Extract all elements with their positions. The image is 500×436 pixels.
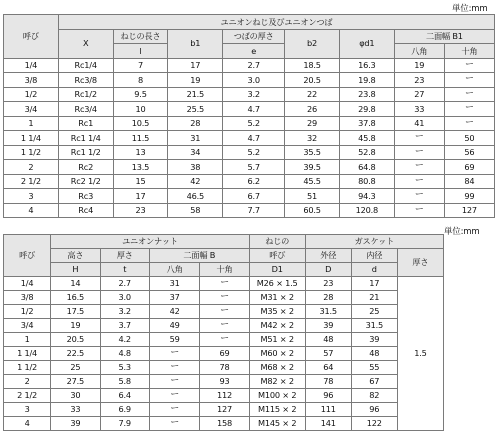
cell-width-decagon: 56	[444, 145, 494, 160]
cell-call: 3/8	[4, 73, 59, 88]
cell-outer-diameter: 111	[305, 403, 351, 417]
cell-thread-length: 23	[113, 203, 168, 218]
cell-x: Rc1 1/4	[58, 131, 113, 146]
table-row	[4, 87, 495, 102]
cell-width-decagon: ー	[200, 305, 249, 319]
cell-screw-name: M35 × 2	[249, 305, 305, 319]
cell-inner-diameter: 96	[351, 403, 397, 417]
cell-width-octagon: 59	[149, 333, 199, 347]
cell-height: 25	[51, 361, 100, 375]
cell-outer-diameter: 48	[305, 333, 351, 347]
cell-width-decagon: ー	[200, 277, 249, 291]
cell-inner-diameter: 25	[351, 305, 397, 319]
cell-d1: 19.8	[339, 73, 394, 88]
cell-b2: 26	[285, 102, 340, 117]
cell-x: Rc1	[58, 116, 113, 131]
cell-inner-diameter: 17	[351, 277, 397, 291]
cell-call: 1 1/2	[4, 145, 59, 160]
cell-width-octagon: ー	[149, 403, 199, 417]
cell-screw-name: M60 × 2	[249, 347, 305, 361]
cell-flange-thickness: 3.0	[223, 73, 285, 88]
cell-x: Rc2 1/2	[58, 174, 113, 189]
cell-width-decagon: 50	[444, 131, 494, 146]
cell-height: 16.5	[51, 291, 100, 305]
cell-width-octagon: 49	[149, 319, 199, 333]
unit-label-2: 単位:mm	[444, 227, 480, 237]
cell-screw-name: M26 × 1.5	[249, 277, 305, 291]
cell-width-decagon: ー	[444, 73, 494, 88]
cell-flange-thickness: 2.7	[223, 58, 285, 73]
cell-outer-diameter: 78	[305, 375, 351, 389]
union-screw-table	[3, 14, 495, 218]
header-width-across-flats: 二面幅 B1	[394, 29, 494, 44]
table-row	[4, 375, 444, 389]
cell-width-decagon: 127	[444, 203, 494, 218]
cell-thread-length: 15	[113, 174, 168, 189]
cell-thickness: 4.8	[100, 347, 149, 361]
cell-width-decagon: ー	[444, 116, 494, 131]
cell-thread-length: 8	[113, 73, 168, 88]
table-row	[4, 73, 495, 88]
cell-outer-diameter: 28	[305, 291, 351, 305]
header-flange-thickness-symbol: e	[223, 44, 285, 59]
cell-inner-diameter: 55	[351, 361, 397, 375]
cell-inner-diameter: 82	[351, 389, 397, 403]
cell-gasket-thickness: 1.5	[397, 277, 443, 431]
cell-width-octagon: 33	[394, 102, 444, 117]
cell-screw-name: M68 × 2	[249, 361, 305, 375]
cell-b2: 45.5	[285, 174, 340, 189]
cell-thickness: 3.2	[100, 305, 149, 319]
cell-x: Rc2	[58, 160, 113, 175]
cell-width-decagon: ー	[444, 102, 494, 117]
cell-height: 33	[51, 403, 100, 417]
cell-width-decagon: ー	[200, 333, 249, 347]
cell-d1: 80.8	[339, 174, 394, 189]
cell-width-decagon: 78	[200, 361, 249, 375]
cell-call: 3/4	[4, 319, 51, 333]
cell-width-octagon: 19	[394, 58, 444, 73]
cell-b2: 20.5	[285, 73, 340, 88]
cell-width-octagon: 41	[394, 116, 444, 131]
header-octagon: 八角	[394, 44, 444, 59]
cell-width-octagon: ー	[149, 361, 199, 375]
cell-height: 39	[51, 417, 100, 431]
cell-width-decagon: 69	[200, 347, 249, 361]
cell-width-octagon: ー	[149, 417, 199, 431]
cell-d1: 23.8	[339, 87, 394, 102]
cell-b1: 19	[168, 73, 223, 88]
cell-thread-length: 10.5	[113, 116, 168, 131]
cell-width-octagon: ー	[394, 145, 444, 160]
header-decagon: 十角	[200, 263, 249, 277]
cell-width-decagon: ー	[444, 58, 494, 73]
cell-flange-thickness: 6.2	[223, 174, 285, 189]
cell-thickness: 5.8	[100, 375, 149, 389]
header-gasket-thickness: 厚さ	[397, 249, 443, 277]
cell-thickness: 6.9	[100, 403, 149, 417]
cell-flange-thickness: 5.7	[223, 160, 285, 175]
table-row	[4, 361, 444, 375]
cell-b1: 25.5	[168, 102, 223, 117]
cell-b1: 34	[168, 145, 223, 160]
cell-outer-diameter: 57	[305, 347, 351, 361]
cell-flange-thickness: 4.7	[223, 131, 285, 146]
cell-thread-length: 7	[113, 58, 168, 73]
cell-screw-name: M51 × 2	[249, 333, 305, 347]
cell-b2: 51	[285, 189, 340, 204]
cell-b2: 29	[285, 116, 340, 131]
header-inner-diameter-symbol: d	[351, 263, 397, 277]
cell-flange-thickness: 5.2	[223, 116, 285, 131]
header-d1: φd1	[339, 29, 394, 58]
cell-width-octagon: ー	[394, 189, 444, 204]
cell-call: 1	[4, 116, 59, 131]
cell-width-octagon: ー	[394, 203, 444, 218]
cell-d1: 45.8	[339, 131, 394, 146]
cell-d1: 37.8	[339, 116, 394, 131]
header-screw-name-1: ねじの	[249, 235, 305, 249]
cell-call: 2 1/2	[4, 389, 51, 403]
header-decagon: 十角	[444, 44, 494, 59]
cell-b2: 39.5	[285, 160, 340, 175]
table-row	[4, 131, 495, 146]
cell-flange-thickness: 7.7	[223, 203, 285, 218]
header-b1: b1	[168, 29, 223, 58]
cell-call: 2	[4, 375, 51, 389]
table-row	[4, 291, 444, 305]
header-inner-diameter: 内径	[351, 249, 397, 263]
cell-width-decagon: 69	[444, 160, 494, 175]
cell-inner-diameter: 21	[351, 291, 397, 305]
header-b2: b2	[285, 29, 340, 58]
cell-b2: 32	[285, 131, 340, 146]
cell-b1: 42	[168, 174, 223, 189]
table-row	[4, 403, 444, 417]
header-call: 呼び	[4, 235, 51, 277]
cell-d1: 29.8	[339, 102, 394, 117]
cell-d1: 52.8	[339, 145, 394, 160]
cell-x: Rc3	[58, 189, 113, 204]
cell-x: Rc1/2	[58, 87, 113, 102]
cell-screw-name: M82 × 2	[249, 375, 305, 389]
cell-width-octagon: ー	[149, 375, 199, 389]
cell-call: 1 1/4	[4, 347, 51, 361]
cell-outer-diameter: 64	[305, 361, 351, 375]
cell-width-decagon: ー	[200, 291, 249, 305]
header-outer-diameter: 外径	[305, 249, 351, 263]
cell-screw-name: M31 × 2	[249, 291, 305, 305]
cell-b2: 22	[285, 87, 340, 102]
header-screw-name-2: 呼び	[249, 249, 305, 263]
cell-height: 19	[51, 319, 100, 333]
table-row	[4, 417, 444, 431]
table-row	[4, 189, 495, 204]
table-row	[4, 305, 444, 319]
cell-d1: 16.3	[339, 58, 394, 73]
cell-call: 2	[4, 160, 59, 175]
header-width-across-flats: 二面幅 B	[149, 249, 249, 263]
cell-width-decagon: 84	[444, 174, 494, 189]
cell-call: 4	[4, 203, 59, 218]
cell-outer-diameter: 96	[305, 389, 351, 403]
unit-label-1: 単位:mm	[452, 4, 488, 14]
cell-width-decagon: 158	[200, 417, 249, 431]
cell-width-octagon: 42	[149, 305, 199, 319]
cell-inner-diameter: 122	[351, 417, 397, 431]
cell-width-octagon: ー	[149, 347, 199, 361]
header-thickness: 厚さ	[100, 249, 149, 263]
cell-width-octagon: 27	[394, 87, 444, 102]
cell-thread-length: 17	[113, 189, 168, 204]
cell-inner-diameter: 67	[351, 375, 397, 389]
cell-d1: 120.8	[339, 203, 394, 218]
table-row	[4, 319, 444, 333]
cell-width-octagon: ー	[394, 131, 444, 146]
cell-thickness: 2.7	[100, 277, 149, 291]
cell-b1: 28	[168, 116, 223, 131]
cell-thickness: 5.3	[100, 361, 149, 375]
table-row	[4, 145, 495, 160]
cell-width-decagon: ー	[200, 319, 249, 333]
table-row	[4, 174, 495, 189]
cell-d1: 94.3	[339, 189, 394, 204]
cell-thread-length: 13	[113, 145, 168, 160]
cell-screw-name: M115 × 2	[249, 403, 305, 417]
header-x: X	[58, 29, 113, 58]
cell-width-decagon: 99	[444, 189, 494, 204]
cell-outer-diameter: 23	[305, 277, 351, 291]
cell-call: 3	[4, 403, 51, 417]
cell-call: 1/4	[4, 58, 59, 73]
cell-b1: 31	[168, 131, 223, 146]
cell-b1: 17	[168, 58, 223, 73]
cell-b2: 35.5	[285, 145, 340, 160]
cell-call: 3/4	[4, 102, 59, 117]
table-row	[4, 116, 495, 131]
header-height-symbol: H	[51, 263, 100, 277]
cell-call: 1/4	[4, 277, 51, 291]
cell-x: Rc1/4	[58, 58, 113, 73]
cell-x: Rc1 1/2	[58, 145, 113, 160]
table-row	[4, 333, 444, 347]
header-flange-thickness: つばの厚さ	[223, 29, 285, 44]
table-row	[4, 347, 444, 361]
cell-call: 3/8	[4, 291, 51, 305]
header-thread-length-symbol: l	[113, 44, 168, 59]
table-row	[4, 389, 444, 403]
table-row	[4, 58, 495, 73]
cell-thread-length: 10	[113, 102, 168, 117]
cell-width-octagon: ー	[394, 174, 444, 189]
cell-width-octagon: 31	[149, 277, 199, 291]
cell-flange-thickness: 3.2	[223, 87, 285, 102]
cell-call: 3	[4, 189, 59, 204]
cell-d1: 64.8	[339, 160, 394, 175]
cell-x: Rc4	[58, 203, 113, 218]
cell-thread-length: 9.5	[113, 87, 168, 102]
table-row	[4, 102, 495, 117]
union-nut-gasket-table	[3, 234, 444, 431]
header-call: 呼び	[4, 15, 59, 59]
cell-width-octagon: ー	[149, 389, 199, 403]
cell-b2: 60.5	[285, 203, 340, 218]
cell-b1: 38	[168, 160, 223, 175]
header-union-screw-flange: ユニオンねじ及びユニオンつば	[58, 15, 494, 30]
cell-call: 1 1/2	[4, 361, 51, 375]
cell-b2: 18.5	[285, 58, 340, 73]
cell-call: 1 1/4	[4, 131, 59, 146]
cell-inner-diameter: 39	[351, 333, 397, 347]
cell-call: 4	[4, 417, 51, 431]
cell-outer-diameter: 39	[305, 319, 351, 333]
cell-b1: 21.5	[168, 87, 223, 102]
cell-thread-length: 13.5	[113, 160, 168, 175]
cell-outer-diameter: 141	[305, 417, 351, 431]
cell-b1: 58	[168, 203, 223, 218]
cell-call: 1/2	[4, 305, 51, 319]
cell-height: 30	[51, 389, 100, 403]
cell-inner-diameter: 48	[351, 347, 397, 361]
cell-screw-name: M145 × 2	[249, 417, 305, 431]
header-thread-length: ねじの長さ	[113, 29, 168, 44]
cell-thread-length: 11.5	[113, 131, 168, 146]
cell-thickness: 6.4	[100, 389, 149, 403]
header-height: 高さ	[51, 249, 100, 263]
cell-height: 17.5	[51, 305, 100, 319]
cell-thickness: 4.2	[100, 333, 149, 347]
header-gasket: ガスケット	[305, 235, 443, 249]
cell-flange-thickness: 5.2	[223, 145, 285, 160]
cell-x: Rc3/4	[58, 102, 113, 117]
cell-screw-name: M42 × 2	[249, 319, 305, 333]
cell-x: Rc3/8	[58, 73, 113, 88]
header-union-nut: ユニオンナット	[51, 235, 250, 249]
cell-height: 27.5	[51, 375, 100, 389]
cell-flange-thickness: 6.7	[223, 189, 285, 204]
cell-width-decagon: 127	[200, 403, 249, 417]
cell-flange-thickness: 4.7	[223, 102, 285, 117]
cell-width-decagon: 112	[200, 389, 249, 403]
cell-outer-diameter: 31.5	[305, 305, 351, 319]
header-octagon: 八角	[149, 263, 199, 277]
cell-call: 2 1/2	[4, 174, 59, 189]
cell-width-octagon: ー	[394, 160, 444, 175]
cell-call: 1/2	[4, 87, 59, 102]
table-row	[4, 160, 495, 175]
cell-thickness: 7.9	[100, 417, 149, 431]
cell-height: 20.5	[51, 333, 100, 347]
cell-height: 14	[51, 277, 100, 291]
cell-width-decagon: ー	[444, 87, 494, 102]
cell-call: 1	[4, 333, 51, 347]
cell-height: 22.5	[51, 347, 100, 361]
cell-width-decagon: 93	[200, 375, 249, 389]
table-row	[4, 203, 495, 218]
cell-screw-name: M100 × 2	[249, 389, 305, 403]
cell-width-octagon: 37	[149, 291, 199, 305]
header-screw-name-3: D1	[249, 263, 305, 277]
cell-inner-diameter: 31.5	[351, 319, 397, 333]
cell-thickness: 3.7	[100, 319, 149, 333]
cell-width-octagon: 23	[394, 73, 444, 88]
header-outer-diameter-symbol: D	[305, 263, 351, 277]
cell-b1: 46.5	[168, 189, 223, 204]
table-row	[4, 277, 444, 291]
cell-thickness: 3.0	[100, 291, 149, 305]
header-thickness-symbol: t	[100, 263, 149, 277]
